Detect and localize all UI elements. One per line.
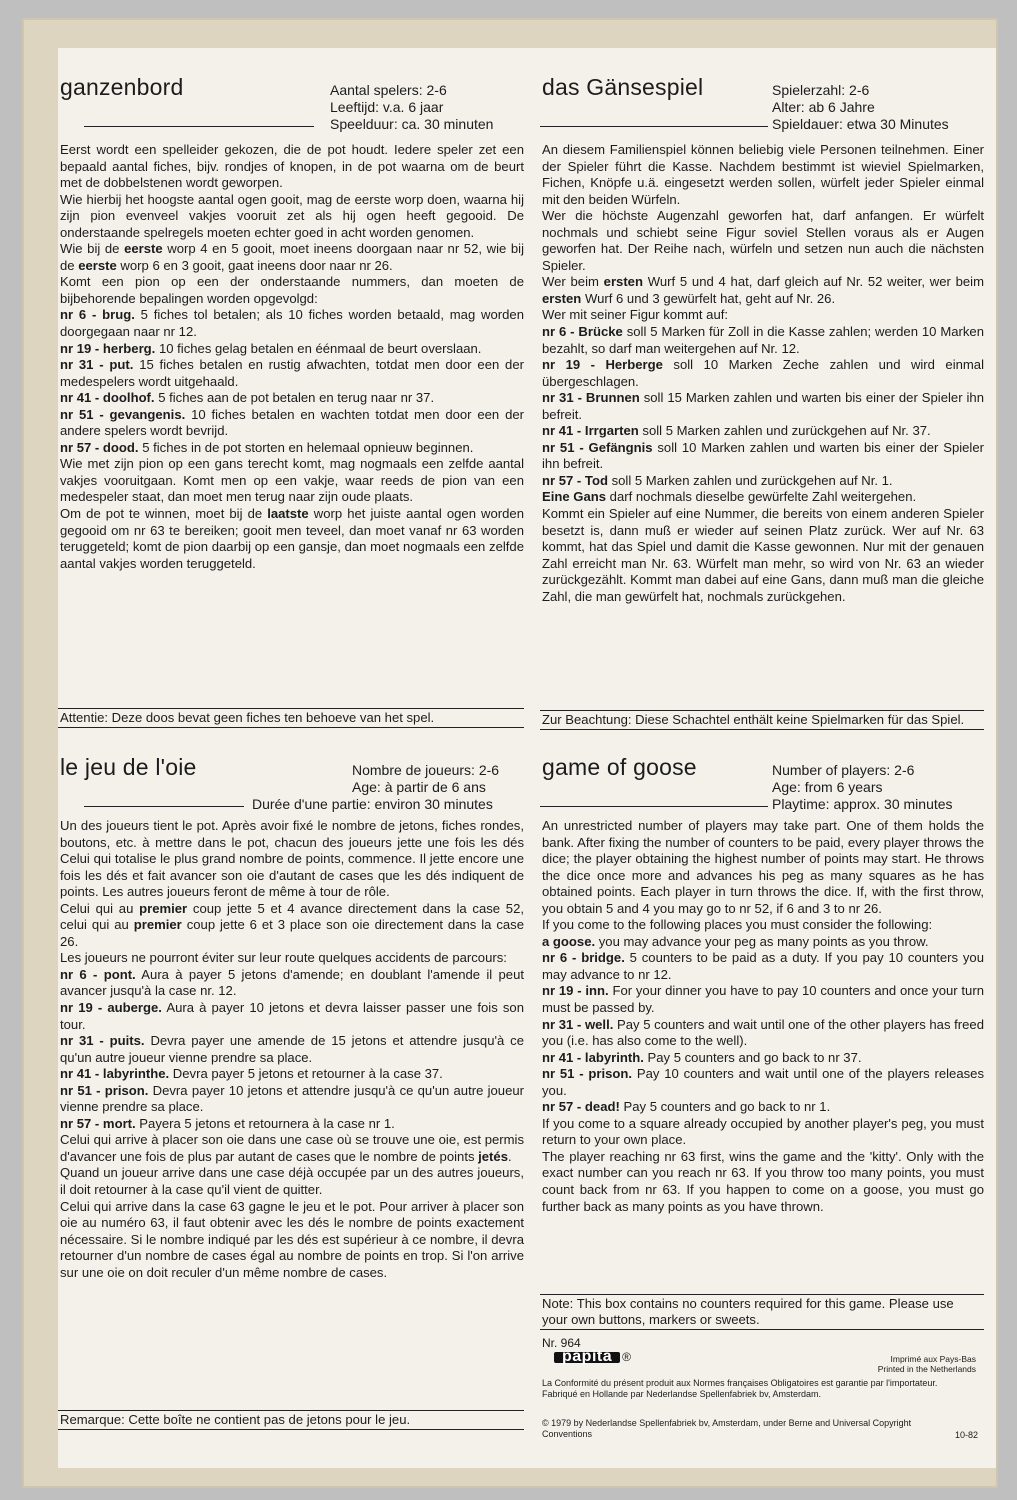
emphasis: premier bbox=[139, 900, 188, 916]
meta-duration: Speelduur: ca. 30 minuten bbox=[330, 116, 494, 132]
rule-paragraph: If you come to the following places you must consider the following: bbox=[542, 917, 933, 933]
rule-paragraph: Wie hierbij het hoogste aantal ogen gooit, mag de eerste worp doen, waarna hij zijn pion evenveel vakjes vooruit zet als hij ogen heeft gegooid. De onderstaande spelregels moeten echter goed in acht worden genomen. bbox=[60, 191, 524, 240]
rule-paragraph: Wie bij de eerste worp 4 en 5 gooit, moet ineens doorgaan naar nr 52, wie bij de eerste worp 6 en 3 gooit, gaat ineens door naar nr 26. bbox=[60, 241, 524, 273]
emphasis: a goose. bbox=[542, 933, 596, 949]
emphasis: nr 19 - inn. bbox=[542, 983, 609, 999]
rule-paragraph: Les joueurs ne pourront éviter sur leur route quelques accidents de parcours: bbox=[60, 950, 507, 966]
rule-paragraph: nr 57 - Tod soll 5 Marken zahlen und zurückgehen auf Nr. 1. bbox=[542, 472, 893, 488]
emphasis: nr 51 - prison. bbox=[542, 1066, 633, 1082]
rule-paragraph: Eine Gans darf nochmals dieselbe gewürfelte Zahl weitergehen. bbox=[542, 489, 917, 505]
box-note: Attentie: Deze doos bevat geen fiches ten behoeve van het spel. bbox=[58, 708, 524, 728]
rule-paragraph: nr 6 - Brücke soll 5 Marken für Zoll in die Kasse zahlen; werden 10 Marken bezahlt, so darf man weitergehen auf Nr. 12. bbox=[542, 324, 984, 356]
emphasis: nr 41 - doolhof. bbox=[60, 390, 155, 406]
emphasis: nr 19 - herberg. bbox=[60, 340, 156, 356]
rule-paragraph: nr 31 - Brunnen soll 15 Marken zahlen und warten bis einer der Spieler ihn befreit. bbox=[542, 390, 984, 422]
emphasis: nr 31 - Brunnen bbox=[542, 390, 640, 406]
rules-sheet bbox=[58, 48, 996, 1468]
box-note: Remarque: Cette boîte ne contient pas de jetons pour le jeu. bbox=[58, 1410, 524, 1430]
emphasis: nr 41 - Irrgarten bbox=[542, 423, 639, 439]
rule-paragraph: Eerst wordt een spelleider gekozen, die de pot houdt. Iedere speler zet een bepaald aantal fiches, bijv. rondjes of knopen, in de pot waarna om de beurt met de dobbelstenen wordt geworpen. bbox=[60, 142, 524, 191]
rule-paragraph: nr 51 - prison. Devra payer 10 jetons et attendre jusqu'à ce qu'un autre joueur vienne prendre sa place. bbox=[60, 1082, 524, 1115]
imprint-block bbox=[542, 1338, 986, 1458]
meta-duration: Playtime: approx. 30 minutes bbox=[772, 796, 953, 812]
rule-paragraph: nr 51 - prison. Pay 10 counters and wait until one of the players releases you. bbox=[542, 1066, 984, 1098]
rule-paragraph: nr 6 - bridge. 5 counters to be paid as a duty. If you pay 10 counters you may advance to nr 12. bbox=[542, 950, 984, 982]
rule-paragraph: nr 19 - auberge. Aura à payer 10 jetons et devra laisser passer une fois son tour. bbox=[60, 1000, 524, 1032]
meta-players: Aantal spelers: 2-6 bbox=[330, 82, 447, 98]
section-dutch bbox=[58, 48, 524, 738]
rule-paragraph: nr 19 - herberg. 10 fiches gelag betalen en éénmaal de beurt overslaan. bbox=[60, 340, 482, 356]
brand-logo bbox=[554, 1348, 631, 1365]
rules-text bbox=[60, 818, 524, 1281]
emphasis: jetés bbox=[478, 1148, 508, 1164]
rule-paragraph: Wie met zijn pion op een gans terecht komt, mag nogmaals een zelfde aantal vakjes vooruitgaan. Komt men op een vakje, waar reeds de pion van een medespeler staat, dan moet men terug naar zijn oude plaats. bbox=[60, 456, 524, 505]
title-rule bbox=[84, 806, 244, 807]
rule-paragraph: nr 57 - dead! Pay 5 counters and go back to nr 1. bbox=[542, 1099, 831, 1115]
emphasis: nr 19 - auberge. bbox=[60, 1000, 162, 1016]
meta-age: Age: from 6 years bbox=[772, 779, 883, 795]
rule-paragraph: Wer beim ersten Wurf 5 und 4 hat, darf gleich auf Nr. 52 weiter, wer beim ersten Wurf 6 und 3 gewürfelt hat, geht auf Nr. 26. bbox=[542, 274, 984, 306]
conformity-text: La Conformité du présent produit aux Normes françaises Obligatoires est garantie par l'importateur. Fabriqué en Hollande par Nederlandse Spellenfabriek bv, Amsterdam. bbox=[542, 1378, 938, 1399]
rule-paragraph: nr 19 - Herberge soll 10 Marken Zeche zahlen und wird einmal übergeschlagen. bbox=[542, 357, 984, 389]
section-title: ganzenbord bbox=[60, 74, 184, 100]
rule-paragraph: a goose. you may advance your peg as many points as you throw. bbox=[542, 933, 929, 949]
rule-paragraph: Celui qui au premier coup jette 5 et 4 avance directement dans la case 52, celui qui au premier coup jette 6 et 3 place son oie directement dans la case 26. bbox=[60, 900, 524, 949]
section-title: game of goose bbox=[542, 754, 697, 780]
emphasis: nr 19 - Herberge bbox=[542, 357, 663, 373]
section-title: le jeu de l'oie bbox=[60, 754, 197, 780]
rules-text bbox=[60, 142, 524, 572]
rule-paragraph: nr 41 - doolhof. 5 fiches aan de pot betalen en terug naar nr 37. bbox=[60, 390, 435, 406]
rule-paragraph: Kommt ein Spieler auf eine Nummer, die bereits von einem anderen Spieler besetzt is, dann muß er wieder auf seinen Platz zurück. Wer auf Nr. 63 kommt, hat das Spiel und damit die Kasse gewonnen. Nur mit der genauen Zahl erreicht man Nr. 63. Würfelt man mehr, so wird von Nr. 63 an wieder zurückgezählt. Kommt man dabei auf eine Gans, dann muß man die gleiche Zahl, die man gewürfelt hat, nochmals zurückgehen. bbox=[542, 506, 984, 604]
print-code: 10-82 bbox=[954, 1430, 978, 1440]
emphasis: premier bbox=[133, 917, 182, 933]
box-note: Note: This box contains no counters required for this game. Please use your own buttons, markers or sweets. bbox=[540, 1294, 984, 1330]
emphasis: nr 57 - mort. bbox=[60, 1115, 136, 1131]
section-title: das Gänsespiel bbox=[542, 74, 704, 100]
title-rule bbox=[540, 806, 768, 807]
rule-paragraph: nr 41 - labyrinthe. Devra payer 5 jetons et retourner à la case 37. bbox=[60, 1066, 443, 1082]
emphasis: nr 6 - brug. bbox=[60, 307, 135, 323]
imprint-fr: Imprimé aux Pays-Bas bbox=[890, 1354, 976, 1364]
rule-paragraph: nr 31 - puits. Devra payer une amende de 15 jetons et attendre jusqu'à ce qu'un autre joueur vienne prendre sa place. bbox=[60, 1033, 524, 1065]
meta-players: Spielerzahl: 2-6 bbox=[772, 82, 870, 98]
rule-paragraph: nr 41 - Irrgarten soll 5 Marken zahlen und zurückgehen auf Nr. 37. bbox=[542, 423, 931, 439]
rule-paragraph: nr 19 - inn. For your dinner you have to pay 10 counters and once your turn must be passed by. bbox=[542, 983, 984, 1016]
rule-paragraph: nr 57 - dood. 5 fiches in de pot storten en helemaal opnieuw beginnen. bbox=[60, 439, 474, 455]
rule-paragraph: Quand un joueur arrive dans une case déjà occupée par un des autres joueurs, il doit retourner à la case qu'il vient de quitter. bbox=[60, 1165, 524, 1198]
rule-paragraph: nr 6 - brug. 5 fiches tol betalen; als 10 fiches worden betaald, mag worden doorgegaan naar nr 12. bbox=[60, 307, 524, 340]
rule-paragraph: nr 31 - well. Pay 5 counters and wait until one of the other players has freed you (i.e. has also come to the well). bbox=[542, 1016, 984, 1049]
rule-paragraph: nr 51 - Gefängnis soll 10 Marken zahlen und warten bis einer der Spieler ihn befreit. bbox=[542, 439, 984, 472]
rule-paragraph: An diesem Familienspiel können beliebig viele Personen teilnehmen. Einer der Spieler führt die Kasse. Nachdem bestimmt ist wieviel Spielmarken, Fichen, Knöpfe u.ä. eingesetzt werden sollen, würfelt jeder Spieler einmal mit den beiden Würfeln. bbox=[542, 142, 984, 207]
brand-name: papita bbox=[554, 1352, 620, 1363]
imprint-en: Printed in the Netherlands bbox=[877, 1364, 976, 1374]
rule-paragraph: If you come to a square already occupied by another player's peg, you must return to your own place. bbox=[542, 1115, 984, 1148]
rule-paragraph: nr 57 - mort. Payera 5 jetons et retournera à la case nr 1. bbox=[60, 1115, 395, 1131]
meta-age: Leeftijd: v.a. 6 jaar bbox=[330, 99, 444, 115]
rule-paragraph: Wer mit seiner Figur kommt auf: bbox=[542, 307, 729, 323]
emphasis: nr 51 - prison. bbox=[60, 1082, 149, 1098]
meta-duration: Durée d'une partie: environ 30 minutes bbox=[252, 796, 493, 812]
game-box bbox=[22, 18, 998, 1488]
emphasis: nr 31 - put. bbox=[60, 357, 134, 373]
meta-players: Nombre de joueurs: 2-6 bbox=[352, 762, 500, 778]
rule-paragraph: Celui qui arrive à placer son oie dans une case où se trouve une oie, est permis d'avancer une fois de plus par autant de cases que le nombre de points jetés. bbox=[60, 1132, 524, 1164]
emphasis: eerste bbox=[78, 257, 117, 273]
emphasis: nr 31 - puits. bbox=[60, 1033, 145, 1049]
emphasis: ersten bbox=[542, 290, 582, 306]
emphasis: nr 41 - labyrinthe. bbox=[60, 1066, 170, 1082]
registered-mark: ® bbox=[622, 1350, 631, 1364]
item-number: Nr. 964 bbox=[542, 1336, 581, 1350]
rules-text bbox=[542, 142, 984, 605]
rule-paragraph: Wer die höchste Augenzahl geworfen hat, darf anfangen. Er würfelt nochmals und schiebt seine Figur soviel Stellen voraus als er Augen geworfen hat. Der Reihe nach, würfeln und setzen nun auch die nächsten Spieler. bbox=[542, 208, 984, 273]
emphasis: nr 6 - Brücke bbox=[542, 324, 623, 340]
rule-paragraph: Komt een pion op een der onderstaande nummers, dan moeten de bijbehorende bepalingen worden opgevolgd: bbox=[60, 274, 524, 306]
meta-age: Alter: ab 6 Jahre bbox=[772, 99, 875, 115]
rule-paragraph: An unrestricted number of players may take part. One of them holds the bank. After fixing the number of counters to be paid, every player throws the dice; the player obtaining the highest number of points may start. He throws the dice once more and advances his peg as many squares as he has obtained points. Each player in turn throws the dice. If, with the first throw, you obtain 5 and 4 you may go to nr 52, if 6 and 3 to nr 26. bbox=[542, 818, 984, 916]
rule-paragraph: nr 51 - gevangenis. 10 fiches betalen en wachten totdat men door een der andere spelers wordt bevrijd. bbox=[60, 406, 524, 439]
emphasis: nr 57 - dead! bbox=[542, 1099, 620, 1115]
box-note: Zur Beachtung: Diese Schachtel enthält keine Spielmarken für das Spiel. bbox=[540, 710, 984, 730]
rule-paragraph: Celui qui arrive dans la case 63 gagne le jeu et le pot. Pour arriver à placer son oie au numéro 63, il faut obtenir avec les dés le nombre de points exactement nécessaire. Si le nombre indiqué par les dés est supérieur à ce nombre, il devra retourner d'un nombre de cases égal au nombre de points en trop. Si l'on arrive sur une oie on doit reculer d'un même nombre de cases. bbox=[60, 1198, 524, 1280]
emphasis: nr 51 - gevangenis. bbox=[60, 406, 186, 422]
rule-paragraph: The player reaching nr 63 first, wins the game and the 'kitty'. Only with the exact number can you reach nr 63. If you throw too many points, you must count back from nr 63. If you happen to come on a goose, you must go further back as many points as you have thrown. bbox=[542, 1148, 984, 1214]
emphasis: nr 57 - Tod bbox=[542, 472, 608, 488]
title-rule bbox=[84, 126, 314, 127]
emphasis: nr 57 - dood. bbox=[60, 439, 139, 455]
emphasis: nr 51 - Gefängnis bbox=[542, 439, 653, 455]
emphasis: Eine Gans bbox=[542, 489, 607, 505]
meta-age: Age: à partir de 6 ans bbox=[352, 779, 486, 795]
rule-paragraph: nr 6 - pont. Aura à payer 5 jetons d'amende; en doublant l'amende il peut avancer jusqu'à la case nr. 12. bbox=[60, 966, 524, 999]
emphasis: eerste bbox=[124, 241, 163, 257]
emphasis: nr 41 - labyrinth. bbox=[542, 1049, 644, 1065]
section-german bbox=[540, 48, 984, 748]
section-french bbox=[58, 750, 524, 1440]
section-english bbox=[540, 750, 984, 1340]
emphasis: laatste bbox=[267, 506, 309, 522]
emphasis: ersten bbox=[603, 274, 643, 290]
rule-paragraph: Om de pot te winnen, moet bij de laatste worp het juiste aantal ogen worden gegooid om nr 63 te bereiken; gooit men teveel, dan moet vanaf nr 63 worden teruggeteld; komt de pion daarbij op een gansje, dan moet nogmaals een zelfde aantal vakjes worden teruggeteld. bbox=[60, 506, 524, 571]
emphasis: nr 6 - bridge. bbox=[542, 950, 625, 966]
meta-players: Number of players: 2-6 bbox=[772, 762, 915, 778]
emphasis: nr 31 - well. bbox=[542, 1016, 614, 1032]
rule-paragraph: nr 31 - put. 15 fiches betalen en rustig afwachten, totdat men door een der medespelers wordt uitgehaald. bbox=[60, 357, 524, 389]
copyright-text: © 1979 by Nederlandse Spellenfabriek bv, Amsterdam, under Berne and Universal Copyright Conventions bbox=[542, 1418, 912, 1439]
title-rule bbox=[540, 126, 768, 127]
emphasis: nr 6 - pont. bbox=[60, 966, 136, 982]
rules-text bbox=[542, 818, 984, 1215]
rule-paragraph: nr 41 - labyrinth. Pay 5 counters and go back to nr 37. bbox=[542, 1049, 862, 1065]
rule-paragraph: Un des joueurs tient le pot. Après avoir fixé le nombre de jetons, fiches rondes, boutons, etc. à mettre dans le pot, chacun des joueurs jette une fois les dés Celui qui totalise le plus grand nombre de points, commence. Il jette encore une fois les dés et fait avancer son oie d'autant de cases que les dés indiquent de points. Les autres joueurs feront de même à tour de rôle. bbox=[60, 818, 524, 900]
meta-duration: Spieldauer: etwa 30 Minutes bbox=[772, 116, 949, 132]
